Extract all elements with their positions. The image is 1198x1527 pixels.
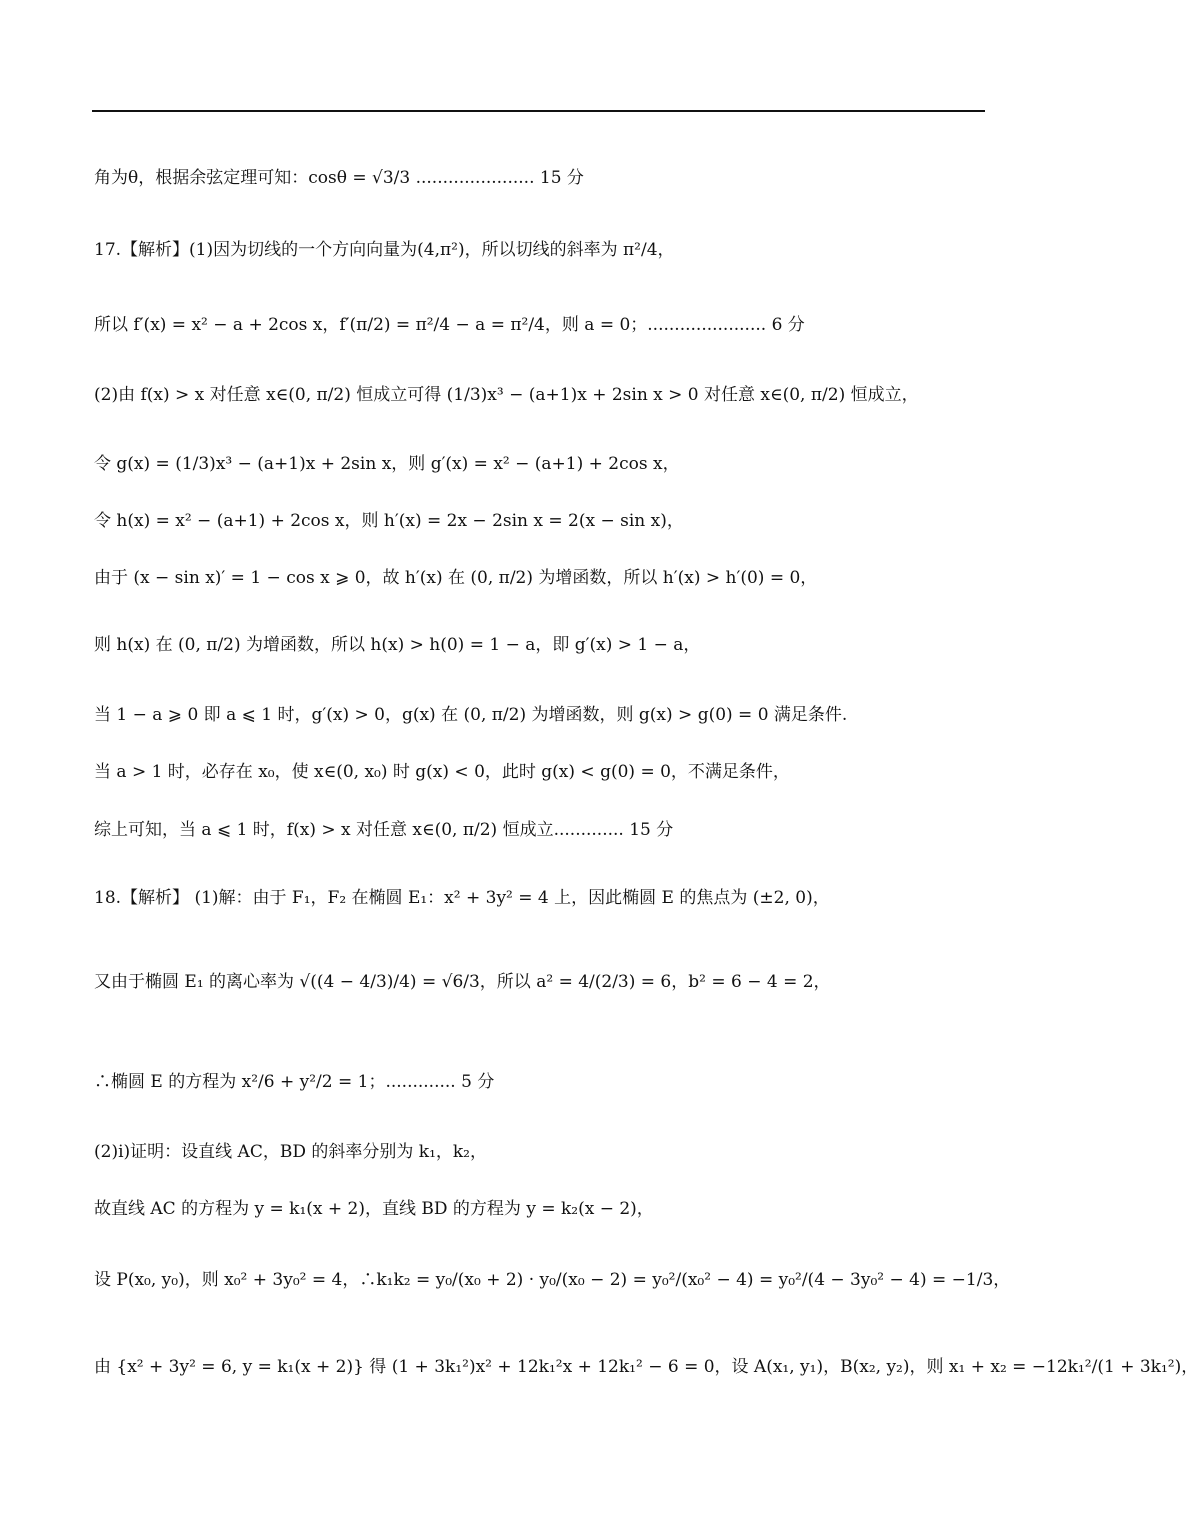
text-line: 由于 (x − sin x)′ = 1 − cos x ⩾ 0，故 h′(x) 在 (0, π/2) 为增函数，所以 h′(x) > h′(0) = 0， <box>94 568 818 588</box>
text-line: 设 P(x₀, y₀)，则 x₀² + 3y₀² = 4，∴k₁k₂ = y₀/(x₀ + 2) · y₀/(x₀ − 2) = y₀²/(x₀² − 4) = y₀²/(4 − 3y₀² − 4) = −1/3， <box>94 1270 1011 1290</box>
text-line: 所以 f′(x) = x² − a + 2cos x，f′(π/2) = π²/4 − a = π²/4，则 a = 0；...................... 6 分 <box>94 315 805 335</box>
text-line: 又由于椭圆 E₁ 的离心率为 √((4 − 4/3)/4) = √6/3，所以 a² = 4/(2/3) = 6，b² = 6 − 4 = 2， <box>94 972 831 992</box>
text-line: ∴椭圆 E 的方程为 x²/6 + y²/2 = 1；............. 5 分 <box>94 1072 495 1092</box>
text-line: 令 h(x) = x² − (a+1) + 2cos x，则 h′(x) = 2x − 2sin x = 2(x − sin x)， <box>94 511 684 531</box>
text-line: (2)i)证明：设直线 AC，BD 的斜率分别为 k₁，k₂， <box>94 1142 487 1162</box>
text-line: 综上可知，当 a ⩽ 1 时，f(x) > x 对任意 x∈(0, π/2) 恒成立............. 15 分 <box>94 820 674 840</box>
text-line: (2)由 f(x) > x 对任意 x∈(0, π/2) 恒成立可得 (1/3)x³ − (a+1)x + 2sin x > 0 对任意 x∈(0, π/2) 恒成立， <box>94 385 919 405</box>
header-rule <box>92 110 985 112</box>
text-line: 当 1 − a ⩾ 0 即 a ⩽ 1 时，g′(x) > 0，g(x) 在 (0, π/2) 为增函数，则 g(x) > g(0) = 0 满足条件. <box>94 705 848 725</box>
text-line: 角为θ，根据余弦定理可知：cosθ = √3/3 ...................... 15 分 <box>94 168 584 188</box>
text-line: 17.【解析】(1)因为切线的一个方向向量为(4,π²)，所以切线的斜率为 π²/4， <box>94 240 675 260</box>
text-line: 当 a > 1 时，必存在 x₀，使 x∈(0, x₀) 时 g(x) < 0，此时 g(x) < g(0) = 0，不满足条件， <box>94 762 790 782</box>
text-line: 则 h(x) 在 (0, π/2) 为增函数，所以 h(x) > h(0) = 1 − a，即 g′(x) > 1 − a， <box>94 635 701 655</box>
text-line: 由 {x² + 3y² = 6, y = k₁(x + 2)} 得 (1 + 3k₁²)x² + 12k₁²x + 12k₁² − 6 = 0，设 A(x₁, y₁)，B(x₂, y₂)，则 x₁ + x₂ = −12k₁²/(1 + 3k₁²)， <box>94 1357 1198 1377</box>
text-line: 令 g(x) = (1/3)x³ − (a+1)x + 2sin x，则 g′(x) = x² − (a+1) + 2cos x， <box>94 454 680 474</box>
text-line: 故直线 AC 的方程为 y = k₁(x + 2)，直线 BD 的方程为 y = k₂(x − 2)， <box>94 1199 654 1219</box>
text-line: 18.【解析】 (1)解：由于 F₁，F₂ 在椭圆 E₁：x² + 3y² = 4 上，因此椭圆 E 的焦点为 (±2, 0)， <box>94 888 830 908</box>
